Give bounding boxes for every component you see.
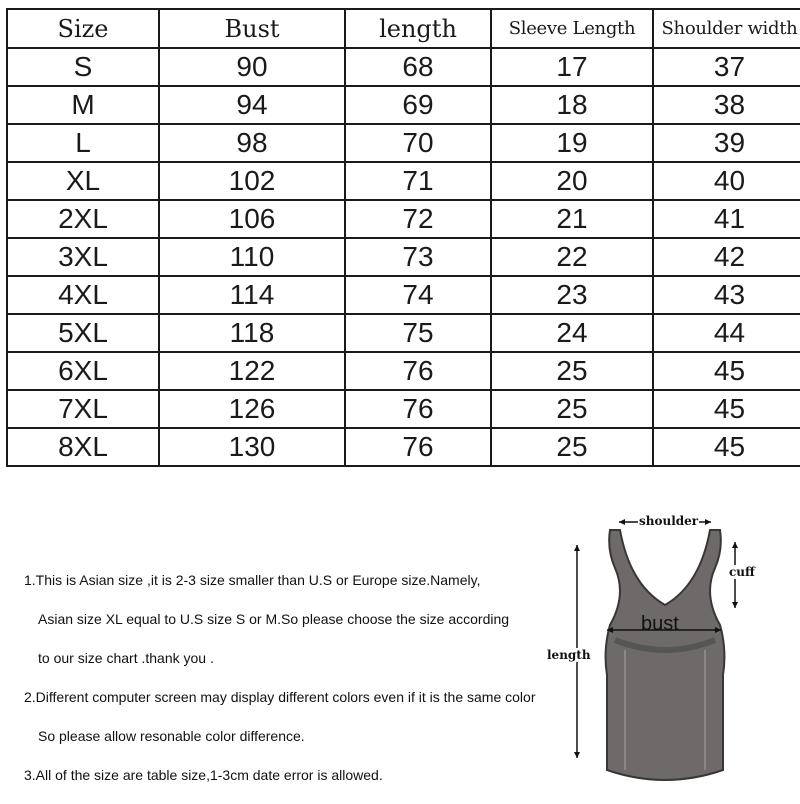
table-cell: L xyxy=(7,124,159,162)
table-cell: 114 xyxy=(159,276,345,314)
table-cell: M xyxy=(7,86,159,124)
size-chart-table xyxy=(6,8,800,467)
table-row xyxy=(7,162,800,200)
table-cell: 106 xyxy=(159,200,345,238)
table-cell: 39 xyxy=(653,124,800,162)
table-cell: 7XL xyxy=(7,390,159,428)
bust-label: bust xyxy=(641,613,679,635)
table-cell: 130 xyxy=(159,428,345,466)
table-cell: 21 xyxy=(491,200,653,238)
cuff-label: cuff xyxy=(729,565,755,579)
table-cell: 17 xyxy=(491,48,653,86)
table-cell: 102 xyxy=(159,162,345,200)
table-cell: 122 xyxy=(159,352,345,390)
table-cell: 71 xyxy=(345,162,491,200)
note-item xyxy=(24,765,534,804)
table-row xyxy=(7,390,800,428)
table-cell: 25 xyxy=(491,428,653,466)
length-label: length xyxy=(547,648,591,662)
table-cell: 38 xyxy=(653,86,800,124)
table-row xyxy=(7,124,800,162)
size-notes xyxy=(24,570,534,804)
table-cell: 25 xyxy=(491,390,653,428)
table-cell: 76 xyxy=(345,428,491,466)
table-cell: 75 xyxy=(345,314,491,352)
note-item xyxy=(24,570,534,687)
table-cell: 44 xyxy=(653,314,800,352)
table-cell: 74 xyxy=(345,276,491,314)
table-cell: 25 xyxy=(491,352,653,390)
table-row xyxy=(7,276,800,314)
table-cell: S xyxy=(7,48,159,86)
table-cell: 42 xyxy=(653,238,800,276)
table-cell: 43 xyxy=(653,276,800,314)
table-cell: 24 xyxy=(491,314,653,352)
table-cell: XL xyxy=(7,162,159,200)
note-line: 1.This is Asian size ,it is 2-3 size smaller than U.S or Europe size.Namely, xyxy=(24,572,481,588)
table-row xyxy=(7,428,800,466)
note-line: So please allow resonable color difference. xyxy=(38,728,305,744)
table-row xyxy=(7,238,800,276)
table-cell: 126 xyxy=(159,390,345,428)
table-cell: 19 xyxy=(491,124,653,162)
table-cell: 76 xyxy=(345,352,491,390)
table-row xyxy=(7,352,800,390)
table-cell: 45 xyxy=(653,352,800,390)
table-cell: 6XL xyxy=(7,352,159,390)
header-sleeve-length: Sleeve Length xyxy=(491,9,653,48)
garment-measurement-diagram xyxy=(535,490,800,800)
tank-top-shape xyxy=(606,530,725,780)
table-cell: 18 xyxy=(491,86,653,124)
table-cell: 69 xyxy=(345,86,491,124)
table-header-row xyxy=(7,9,800,48)
header-shoulder-width: Shoulder width xyxy=(653,9,800,48)
table-cell: 8XL xyxy=(7,428,159,466)
note-line: to our size chart .thank you . xyxy=(38,650,214,666)
table-cell: 37 xyxy=(653,48,800,86)
table-cell: 41 xyxy=(653,200,800,238)
tank-top-illustration xyxy=(535,490,800,800)
table-cell: 70 xyxy=(345,124,491,162)
table-cell: 98 xyxy=(159,124,345,162)
shoulder-label: shoulder xyxy=(639,514,699,528)
table-cell: 76 xyxy=(345,390,491,428)
table-row xyxy=(7,200,800,238)
table-cell: 90 xyxy=(159,48,345,86)
table-cell: 5XL xyxy=(7,314,159,352)
table-cell: 2XL xyxy=(7,200,159,238)
note-item xyxy=(24,687,534,765)
table-cell: 73 xyxy=(345,238,491,276)
header-size: Size xyxy=(7,9,159,48)
table-cell: 72 xyxy=(345,200,491,238)
table-cell: 20 xyxy=(491,162,653,200)
table-cell: 45 xyxy=(653,390,800,428)
table-cell: 118 xyxy=(159,314,345,352)
table-cell: 94 xyxy=(159,86,345,124)
table-cell: 110 xyxy=(159,238,345,276)
table-cell: 22 xyxy=(491,238,653,276)
table-cell: 45 xyxy=(653,428,800,466)
table-cell: 40 xyxy=(653,162,800,200)
note-line: 2.Different computer screen may display different colors even if it is the same color xyxy=(24,689,536,705)
header-length: length xyxy=(345,9,491,48)
note-line: Asian size XL equal to U.S size S or M.So please choose the size according xyxy=(38,611,510,627)
table-cell: 4XL xyxy=(7,276,159,314)
table-row xyxy=(7,314,800,352)
table-cell: 68 xyxy=(345,48,491,86)
header-bust: Bust xyxy=(159,9,345,48)
table-row xyxy=(7,48,800,86)
table-cell: 3XL xyxy=(7,238,159,276)
table-cell: 23 xyxy=(491,276,653,314)
note-line: 3.All of the size are table size,1-3cm date error is allowed. xyxy=(24,767,383,783)
table-row xyxy=(7,86,800,124)
